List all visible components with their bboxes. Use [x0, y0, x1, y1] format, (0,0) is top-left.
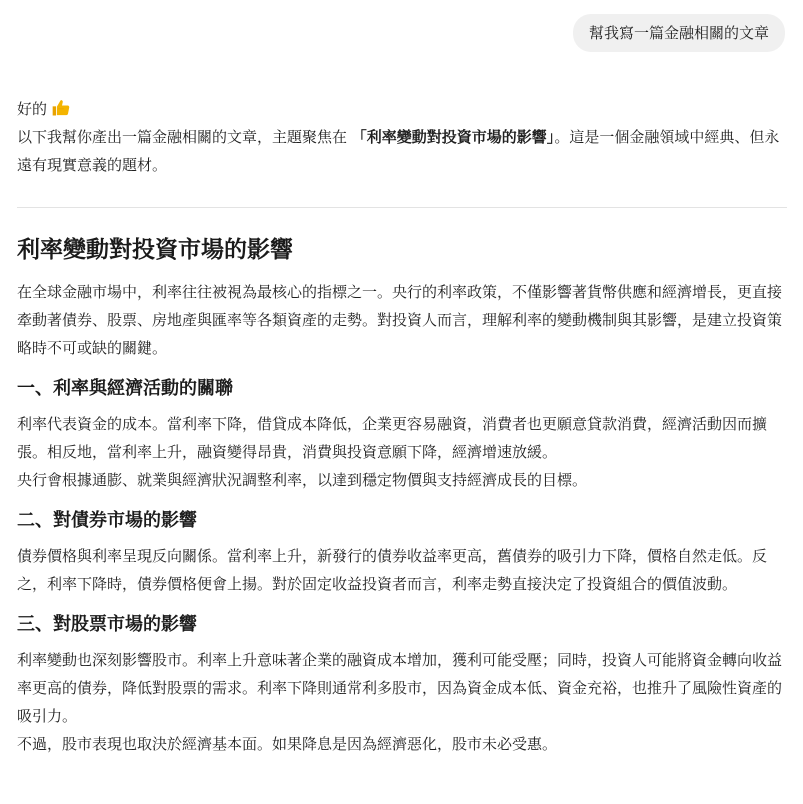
section-3-paragraph-2: 不過，股市表現也取決於經濟基本面。如果降息是因為經濟惡化，股市未必受惠。 — [17, 735, 558, 753]
intro-prefix: 以下我幫你產出一篇金融相關的文章，主題聚焦在 — [17, 128, 348, 146]
section-heading-3: 三、對股票市場的影響 — [17, 614, 197, 635]
section-1-paragraph-2: 央行會根據通膨、就業與經濟狀況調整利率，以達到穩定物價與支持經濟成長的目標。 — [17, 471, 588, 489]
article-title: 利率變動對投資市場的影響 — [17, 237, 293, 263]
section-heading-2: 二、對債券市場的影響 — [17, 510, 197, 531]
section-3-body — [17, 646, 787, 758]
assistant-response — [17, 95, 787, 758]
article-lead — [17, 278, 787, 362]
section-divider — [17, 207, 787, 208]
user-message-bubble[interactable]: 幫我寫一篇金融相關的文章 — [573, 14, 785, 52]
reply-intro — [17, 95, 787, 179]
lead-paragraph: 在全球金融市場中，利率往往被視為最核心的指標之一。央行的利率政策，不僅影響著貨幣供應和經濟增長，更直接牽動著債券、股票、房地產與匯率等各類資產的走勢。對投資人而言，理解利率的變動機制與其影響，是建立投資策略時不可或缺的關鍵。 — [17, 283, 783, 357]
intro-paragraph — [17, 123, 787, 179]
thumbs-up-icon — [51, 98, 71, 118]
greeting-line — [17, 95, 787, 123]
intro-topic: 「利率變動對投資市場的影響」 — [351, 128, 555, 146]
section-2-body — [17, 542, 787, 598]
intro-suffix: 。這是一個金融領域中經典、但永遠有現實意義的題材。 — [17, 128, 780, 174]
user-message-row — [573, 14, 785, 52]
greeting-text: 好的 — [17, 100, 48, 118]
section-1-paragraph-1: 利率代表資金的成本。當利率下降，借貸成本降低，企業更容易融資，消費者也更願意貸款消費，經濟活動因而擴張。相反地，當利率上升，融資變得昂貴，消費與投資意願下降，經濟增速放緩。 — [17, 415, 768, 461]
section-2-paragraph-1: 債券價格與利率呈現反向關係。當利率上升，新發行的債券收益率更高，舊債券的吸引力下降，價格自然走低。反之，利率下降時，債券價格便會上揚。對於固定收益投資者而言，利率走勢直接決定了投資組合的價值波動。 — [17, 547, 768, 593]
section-1-body — [17, 410, 787, 494]
section-heading-1: 一、利率與經濟活動的關聯 — [17, 378, 233, 399]
section-3-paragraph-1: 利率變動也深刻影響股市。利率上升意味著企業的融資成本增加，獲利可能受壓；同時，投資人可能將資金轉向收益率更高的債券，降低對股票的需求。利率下降則通常利多股市，因為資金成本低、資金充裕，也推升了風險性資產的吸引力。 — [17, 651, 783, 725]
